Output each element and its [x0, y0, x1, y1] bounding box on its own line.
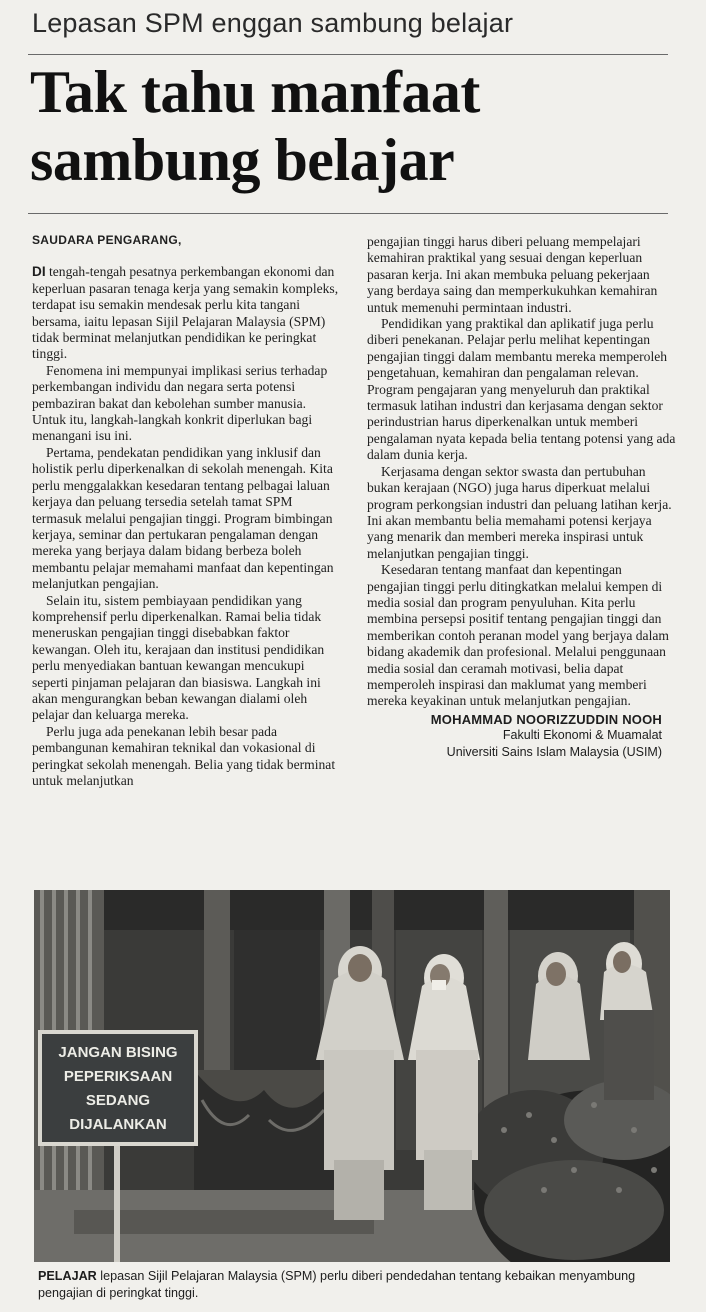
article-kicker: Lepasan SPM enggan sambung belajar — [32, 8, 514, 38]
paragraph-2: Fenomena ini mempunyai implikasi serius terhadap perkembangan individu dan negara serta potensi pembaziran bakat dan kebolehan sumber manusia. Untuk itu, langkah-langkah konkrit diperlukan bagi menangani isu ini. — [32, 362, 328, 444]
dropcap: DI — [32, 264, 46, 280]
salutation: SAUDARA PENGARANG, — [32, 233, 182, 247]
top-divider — [28, 54, 668, 55]
sign-line-4: DIJALANKAN — [69, 1116, 167, 1133]
paragraph-6: pengajian tinggi harus diberi peluang mempelajari kemahiran praktikal yang sesuai dengan keperluan pasaran kerja. Ini akan membuka peluang pekerjaan yang berdaya saing dan memperkukuhkan kemahiran untuk memenuhi permintaan industri. — [367, 234, 658, 315]
caption-lead: PELAJAR — [38, 1269, 97, 1283]
paragraph-1 — [32, 264, 342, 362]
sign-line-2: PEPERIKSAAN — [63, 1068, 173, 1085]
author-faculty: Fakulti Ekonomi & Muamalat — [502, 728, 662, 742]
paragraph-8: Kerjasama dengan sektor swasta dan pertubuhan bukan kerajaan (NGO) juga harus diperkuat melalui program perkongsian industri dan peluang latihan kerja. Ini akan membantu belia memahami potensi kerjaya yang menarik dan memberi mereka inspirasi untuk melanjutkan pengajian tinggi. — [367, 463, 672, 561]
sign-line-3: SEDANG — [85, 1092, 151, 1109]
article-column-left — [32, 232, 342, 789]
paragraph-9: Kesedaran tentang manfaat dan kepentingan pengajian tinggi perlu ditingkatkan melalui kempen di media sosial dan program penyuluhan. Kita perlu membina persepsi positif tentang pengajian tinggi dan memberikan contoh peranan model yang berjaya dalam bidang akademik dan profesional. Melalui penggunaan media sosial dan ceramah motivasi, belia dapat memperoleh inspirasi dan maklumat yang memberi mereka keyakinan untuk melanjutkan pengajian. — [367, 562, 669, 709]
article-headline: Tak tahu manfaat sambung belajar — [30, 59, 480, 193]
photo-illustration — [34, 890, 670, 1262]
paragraph-4: Selain itu, sistem pembiayaan pendidikan yang komprehensif perlu diperkenalkan. Ramai belia tidak meneruskan pengajian tinggi disebabkan faktor kewangan. Oleh itu, kerajaan dan institusi pendidikan perlu menyediakan bantuan kewangan mencukupi seperti pinjaman pelajaran dan biasiswa. Langkah ini akan mengurangkan beban kewangan dialami oleh pelajar dan keluarga mereka. — [32, 592, 325, 723]
author-signature — [431, 712, 662, 761]
paragraph-7: Pendidikan yang praktikal dan aplikatif juga perlu diberi penekanan. Pelajar perlu melihat kepentingan pengajian tinggi dalam membantu mereka memperoleh pengetahuan, kemahiran dan pengalaman relevan. Program pengajaran yang menyeluruh dan praktikal termasuk latihan industri dan kerjasama dengan sektor perindustrian harus diperkenalkan untuk memberi pengalaman nyata kepada belia tentang potensi yang ada dalam dunia kerja. — [367, 316, 676, 463]
author-university: Universiti Sains Islam Malaysia (USIM) — [446, 745, 662, 759]
caption-text: lepasan Sijil Pelajaran Malaysia (SPM) perlu diberi pendedahan tentang kebaikan menyambung pengajian di peringkat tinggi. — [38, 1269, 636, 1300]
paragraph-1-text: tengah-tengah pesatnya perkembangan ekonomi dan keperluan pasaran tenaga kerja yang semakin kompleks, terdapat isu semakin mendesak perlu kita tangani bersama, iaitu lepasan Sijil Pelajaran Malaysia (SPM) tidak berminat melanjutkan pendidikan ke peringkat tinggi. — [32, 264, 339, 362]
paragraph-3: Pertama, pendekatan pendidikan yang inklusif dan holistik perlu diperkenalkan di sekolah menengah. Kita perlu menggalakkan kesedaran tentang pelbagai laluan kerjaya dan peluang tersedia setelah tamat SPM termasuk melalui pengajian tinggi. Program bimbingan kerjaya, seminar dan pertukaran pengalaman dengan mereka yang berjaya dalam bidang berbeza boleh membantu pelajar memahami manfaat dan kepentingan melanjutkan pengajian. — [32, 444, 334, 592]
paragraph-5: Perlu juga ada penekanan lebih besar pada pembangunan kemahiran teknikal dan vokasional di peringkat sekolah menengah. Belia yang tidak berminat untuk melanjutkan — [32, 723, 336, 788]
sign-line-1: JANGAN BISING — [58, 1044, 178, 1061]
photo-caption — [38, 1268, 678, 1302]
author-name: MOHAMMAD NOORIZZUDDIN NOOH — [430, 712, 662, 727]
article-photo — [34, 890, 670, 1262]
article-column-right — [367, 234, 677, 710]
headline-divider — [28, 213, 668, 214]
